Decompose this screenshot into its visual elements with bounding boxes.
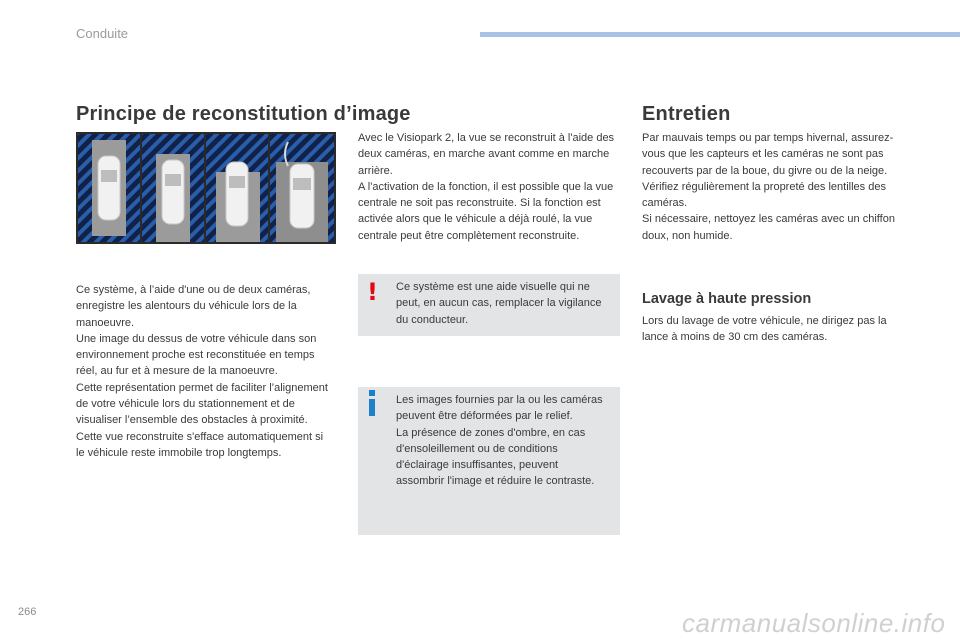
right-sub-paragraph: Lors du lavage de votre véhicule, ne dirigez pas la lance à moins de 30 cm des caméras. xyxy=(642,315,887,344)
middle-paragraph: Avec le Visiopark 2, la vue se reconstruit à l'aide des deux caméras, en marche avant comme en marche arrière. xyxy=(358,132,615,177)
right-body xyxy=(642,130,906,244)
page-number: 266 xyxy=(18,606,37,618)
camera-reconstruction-illustration xyxy=(76,132,336,244)
right-subtitle: Lavage à haute pression xyxy=(642,291,812,307)
header-accent-bar xyxy=(480,32,960,37)
left-paragraph: Cette vue reconstruite s'efface automatiquement si le véhicule reste immobile trop longtemps. xyxy=(76,430,324,459)
warning-box xyxy=(358,274,620,336)
left-paragraph: Une image du dessus de votre véhicule dans son environnement proche est reconstituée en temps réel, au fur et à mesure de la manoeuvre. xyxy=(76,332,317,378)
warning-exclamation-icon: ! xyxy=(367,278,378,306)
left-body xyxy=(76,282,334,461)
watermark: carmanualsonline.info xyxy=(682,608,946,638)
right-paragraph: Si nécessaire, nettoyez les caméras avec un chiffon doux, non humide. xyxy=(642,213,895,242)
left-paragraph: Ce système, à l’aide d'une ou de deux caméras, enregistre les alentours du véhicule lors de la manoeuvre. xyxy=(76,284,311,329)
info-icon xyxy=(368,390,376,420)
section-title: Conduite xyxy=(76,26,129,41)
info-paragraph: Les images fournies par la ou les caméras peuvent être déformées par le relief. xyxy=(396,394,603,423)
left-paragraph: Cette représentation permet de faciliter l’alignement de votre véhicule lors du stationnement et de visualiser l’ensemble des obstacles à proximité. xyxy=(76,381,328,427)
info-text xyxy=(396,392,608,490)
right-title: Entretien xyxy=(642,103,731,125)
warning-text xyxy=(396,279,606,328)
left-title: Principe de reconstitution d’image xyxy=(76,103,411,125)
right-paragraph: Par mauvais temps ou par temps hivernal, assurez-vous que les capteurs et les caméras ne sont pas recouverts par de la boue, du givre ou de la neige. xyxy=(642,132,894,177)
info-box xyxy=(358,387,620,535)
right-paragraph: Vérifiez régulièrement la propreté des lentilles des caméras. xyxy=(642,180,886,210)
info-paragraph: La présence de zones d'ombre, en cas d'ensoleillement ou de conditions d'éclairage insuffisantes, peuvent assombrir l'image et réduire le contraste. xyxy=(396,426,595,488)
warning-paragraph: Ce système est une aide visuelle qui ne peut, en aucun cas, remplacer la vigilance du conducteur. xyxy=(396,281,602,326)
middle-body xyxy=(358,130,620,244)
middle-paragraph: A l'activation de la fonction, il est possible que la vue centrale ne soit pas reconstruite. Si la fonction est activée alors que le véhicule a déjà roulé, la vue centrale peut être complètement reconstruite. xyxy=(358,180,614,242)
right-sub-body xyxy=(642,313,906,346)
